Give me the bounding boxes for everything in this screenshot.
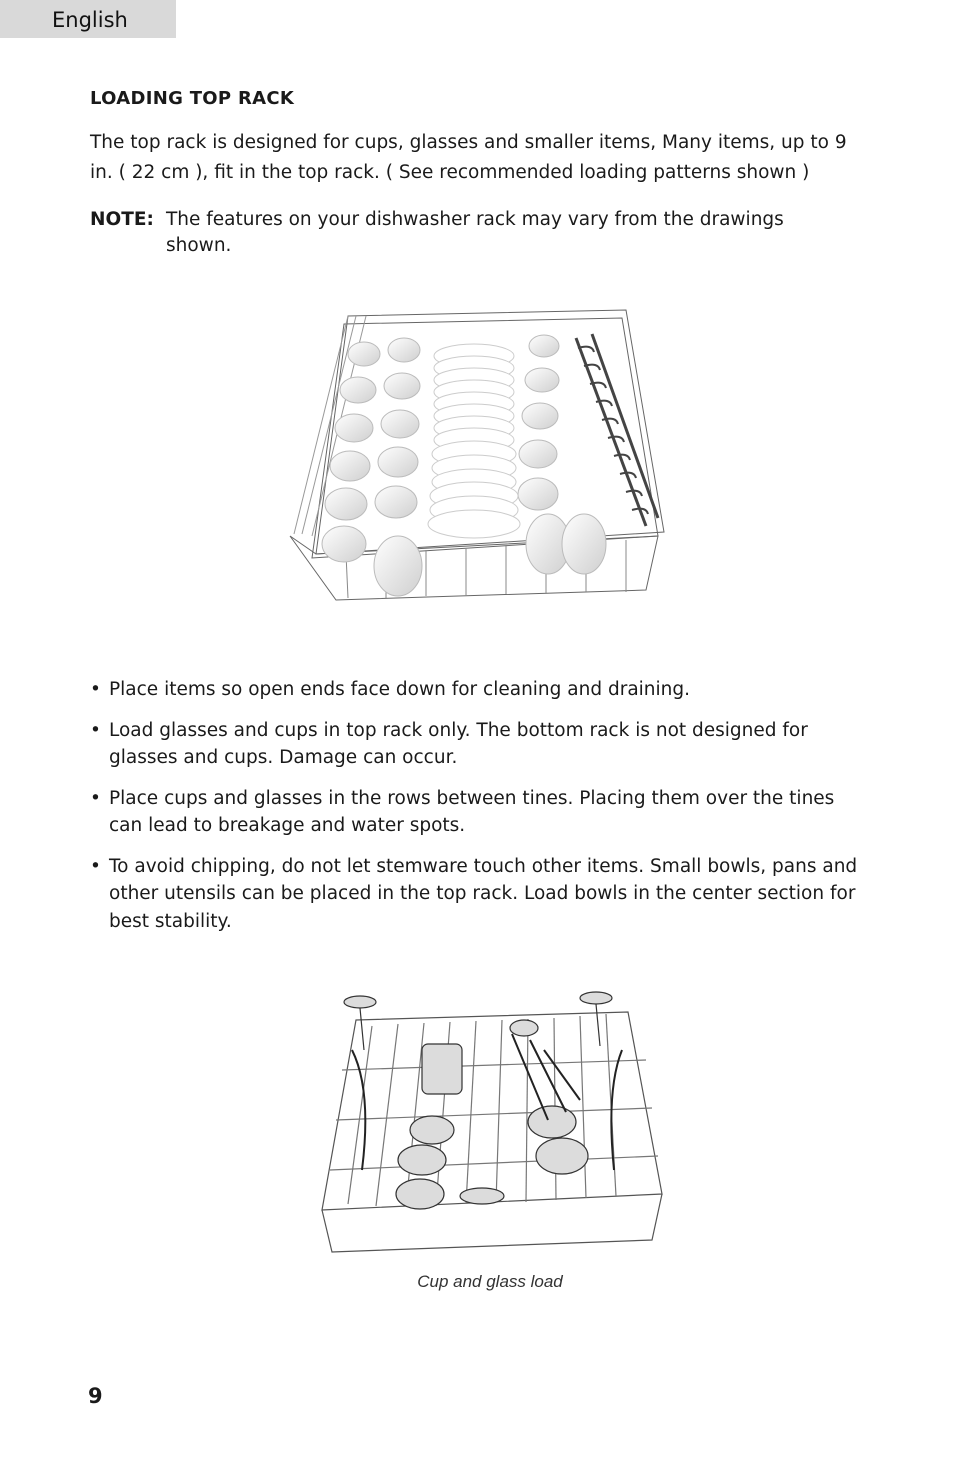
loading-tips-list [90,676,860,948]
figure-caption: Cup and glass load [417,1272,563,1291]
list-item [90,717,860,772]
bullet-icon: • [90,787,101,809]
list-item-text: Place cups and glasses in the rows between tines. Placing them over the tines can lead to breakage and water spots. [109,787,835,836]
list-item [90,785,860,840]
cup-glass-load-illustration [312,990,668,1258]
list-item [90,853,860,936]
list-item-text: Load glasses and cups in top rack only. The bottom rack is not designed for glasses and cups. Damage can occur. [109,719,808,768]
bullet-icon: • [90,679,101,700]
page-number: 9 [88,1384,103,1408]
bullet-icon: • [90,719,101,741]
top-rack-illustration [286,304,666,604]
language-tab: English [0,0,176,38]
list-item-text: Place items so open ends face down for cleaning and draining. [109,679,691,700]
intro-paragraph: The top rack is designed for cups, glasses and smaller items, Many items, up to 9 in. ( 22 cm ), fit in the top rack. ( See recommended loading patterns shown ) [90,132,847,183]
section-title: LOADING TOP RACK [90,88,295,109]
list-item-text: To avoid chipping, do not let stemware touch other items. Small bowls, pans and other utensils can be placed in the top rack. Load bowls in the center section for best stability. [109,855,858,932]
note-text: The features on your dishwasher rack may vary from the drawings shown. [166,209,784,256]
list-item [90,676,860,704]
bullet-icon: • [90,855,101,877]
note-label: NOTE: [90,209,154,230]
